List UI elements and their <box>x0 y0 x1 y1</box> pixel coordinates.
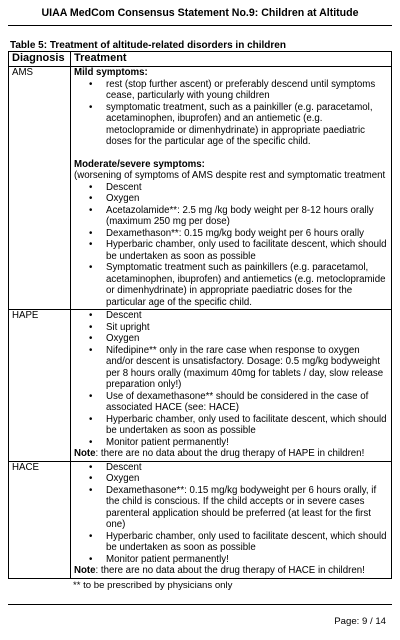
diagnosis-cell-ams: AMS <box>9 67 71 310</box>
note-text: : there are no data about the drug therapy of HAPE in children! <box>95 448 365 459</box>
list-item: • Monitor patient permanently! <box>106 554 388 566</box>
list-item: • Acetazolamide**: 2.5 mg /kg body weight per 8-12 hours orally (maximum 250 mg per dose) <box>106 205 388 228</box>
table-row-hape <box>9 310 392 462</box>
hape-list <box>74 310 388 448</box>
column-header-treatment: Treatment <box>71 52 392 67</box>
list-item: • Sit upright <box>106 322 388 334</box>
list-item: • Dexamethason**: 0.15 mg/kg body weight per 6 hours orally <box>106 228 388 240</box>
hace-note <box>74 565 388 577</box>
list-item: • Descent <box>106 462 388 474</box>
list-item: • Hyperbaric chamber, only used to facilitate descent, which should be undertaken as soon as possible <box>106 531 388 554</box>
treatment-cell-ams <box>71 67 392 310</box>
list-item: • Nifedipine** only in the rare case when response to oxygen and/or descent is unsatisfactory. Dosage: 0.5 mg/kg bodyweight per 8 hours orally (maximum 40mg for tablets / day, slow release preparation only!) <box>106 345 388 391</box>
treatment-cell-hape <box>71 310 392 462</box>
footnote: ** to be prescribed by physicians only <box>73 580 233 591</box>
ams-severe-heading: Moderate/severe symptoms: <box>74 158 205 170</box>
list-item: • Descent <box>106 310 388 322</box>
table-row-ams <box>9 67 392 310</box>
treatment-cell-hace <box>71 461 392 578</box>
treatment-table <box>8 51 392 579</box>
diagnosis-cell-hape: HAPE <box>9 310 71 462</box>
table-row-hace <box>9 461 392 578</box>
list-item: • Dexamethasone**: 0.15 mg/kg bodyweight per 6 hours orally, if the child is conscious. If the child accepts or in severe cases parenteral application should be preferred (at least for the first one) <box>106 485 388 531</box>
ams-mild-heading: Mild symptoms: <box>74 67 148 78</box>
list-item: • rest (stop further ascent) or preferably descend until symptoms cease, particularly with young children <box>106 79 388 102</box>
ams-mild-list <box>74 79 388 148</box>
hape-note <box>74 448 388 460</box>
table-header-row <box>9 52 392 67</box>
footer-rule <box>8 604 392 605</box>
list-item: • Hyperbaric chamber, only used to facilitate descent, which should be undertaken as soon as possible <box>106 239 388 262</box>
list-item: • Descent <box>106 182 388 194</box>
hace-list <box>74 462 388 566</box>
list-item: • Use of dexamethasone** should be considered in the case of associated HACE (see: HACE) <box>106 391 388 414</box>
list-item: • Oxygen <box>106 473 388 485</box>
document-header-title: UIAA MedCom Consensus Statement No.9: Children at Altitude <box>41 7 359 19</box>
list-item: • Hyperbaric chamber, only used to facilitate descent, which should be undertaken as soon as possible <box>106 414 388 437</box>
diagnosis-cell-hace: HACE <box>9 461 71 578</box>
header-rule <box>8 25 392 26</box>
table-caption: Table 5: Treatment of altitude-related disorders in children <box>10 40 286 51</box>
ams-severe-note: (worsening of symptoms of AMS despite rest and symptomatic treatment <box>74 170 386 181</box>
column-header-diagnosis: Diagnosis <box>9 52 71 67</box>
list-item: • Monitor patient permanently! <box>106 437 388 449</box>
note-label: Note <box>74 448 96 459</box>
page-number: Page: 9 / 14 <box>334 616 386 627</box>
list-item: • symptomatic treatment, such as a painkiller (e.g. paracetamol, acetaminophen, ibuprofen) and an antiemetic (e.g. metoclopramide or dimenhydrinate) in appropriate paediatric doses for the particular age of the specific child. <box>106 102 388 148</box>
note-text: : there are no data about the drug therapy of HACE in children! <box>95 565 365 576</box>
list-item: • Symptomatic treatment such as painkillers (e.g. paracetamol, acetaminophen, ibuprofen) and antiemetics (e.g. metoclopramide or dimenhydrinate) in appropriate paediatric doses for the particular age of the specific child. <box>106 262 388 308</box>
list-item: • Oxygen <box>106 333 388 345</box>
note-label: Note <box>74 565 96 576</box>
list-item: • Oxygen <box>106 193 388 205</box>
ams-severe-list <box>74 182 388 309</box>
